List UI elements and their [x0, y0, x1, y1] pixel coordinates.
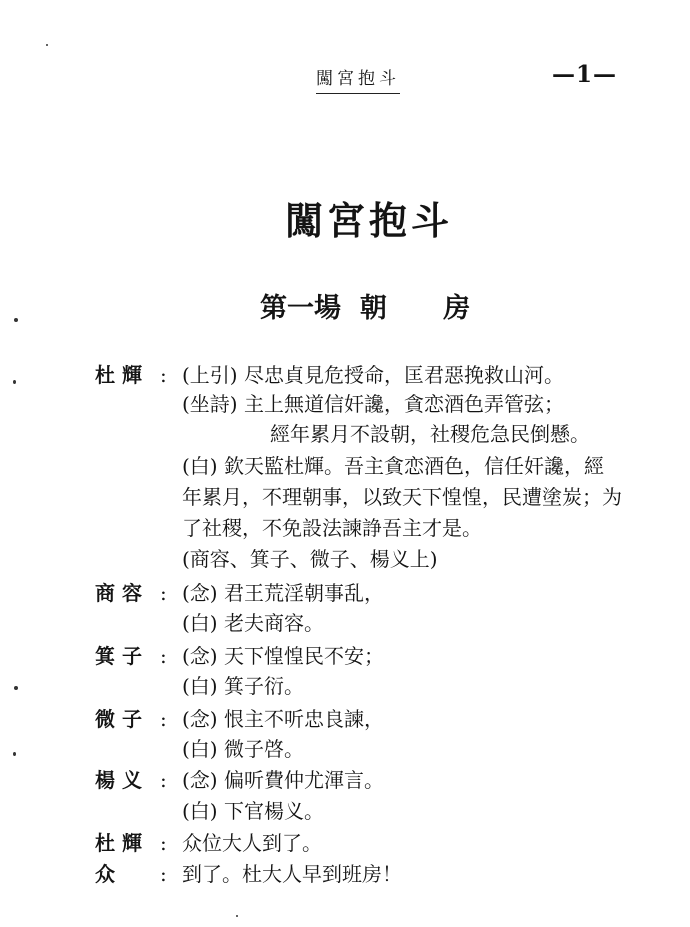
dialogue-line: (白) 老夫商容。 [182, 611, 324, 635]
running-header: 闖宮抱斗 [316, 64, 400, 94]
speaker-name: 楊 义 [95, 768, 142, 792]
speaker-colon: : [160, 862, 167, 886]
stage-direction: (商容、箕子、微子、楊义上) [182, 547, 438, 571]
dialogue-line: (白) 欽天監杜輝。吾主貪恋酒色，信任奸讒，經 [182, 454, 604, 478]
scene-title [260, 286, 470, 325]
dialogue-line: 經年累月不設朝，社稷危急民倒懸。 [270, 422, 590, 446]
dialogue-line: (白) 箕子衍。 [182, 674, 304, 698]
speaker-colon: : [160, 363, 167, 387]
speaker-colon: : [160, 831, 167, 855]
dialogue-line: 众位大人到了。 [182, 831, 322, 855]
dialogue-line: (念) 天下惶惶民不安； [182, 644, 384, 668]
scan-speck [13, 752, 16, 756]
speaker-colon: : [160, 768, 167, 792]
speaker-colon: : [160, 707, 167, 731]
scan-speck [46, 44, 48, 46]
dialogue-line: (上引) 尽忠貞見危授命，匡君惡挽救山河。 [182, 363, 564, 387]
dialogue-line: 年累月，不理朝事，以致天下惶惶，民遭塗炭；为 [182, 485, 622, 509]
speaker-colon: : [160, 644, 167, 668]
dialogue-line: (念) 偏听費仲尤渾言。 [182, 768, 384, 792]
dialogue-line: (念) 恨主不听忠良諫， [182, 707, 384, 731]
dialogue-line: (白) 微子啓。 [182, 737, 304, 761]
speaker-name: 众 [95, 862, 115, 886]
dialogue-line: (念) 君王荒淫朝事乱， [182, 581, 384, 605]
dialogue-line: 了社稷，不免設法諫諍吾主才是。 [182, 516, 482, 540]
page-number: —1— [552, 61, 618, 88]
page-title: 闖宮抱斗 [285, 198, 454, 243]
dialogue-line: (白) 下官楊义。 [182, 799, 324, 823]
speaker-name: 杜 輝 [95, 831, 142, 855]
speaker-colon: : [160, 581, 167, 605]
speaker-name: 杜 輝 [95, 363, 142, 387]
speaker-name: 箕 子 [95, 644, 142, 668]
scan-speck [14, 318, 18, 322]
scene-name: 朝 房 [359, 293, 471, 324]
scan-speck [14, 686, 18, 690]
speaker-name: 商 容 [95, 581, 142, 605]
scene-label: 第一場 [260, 293, 341, 324]
scan-speck [236, 915, 238, 917]
speaker-name: 微 子 [95, 707, 142, 731]
scan-speck [13, 380, 16, 384]
dialogue-line: (坐詩) 主上無道信奸讒，貪恋酒色弄管弦； [182, 392, 564, 416]
dialogue-line: 到了。杜大人早到班房！ [182, 862, 402, 886]
